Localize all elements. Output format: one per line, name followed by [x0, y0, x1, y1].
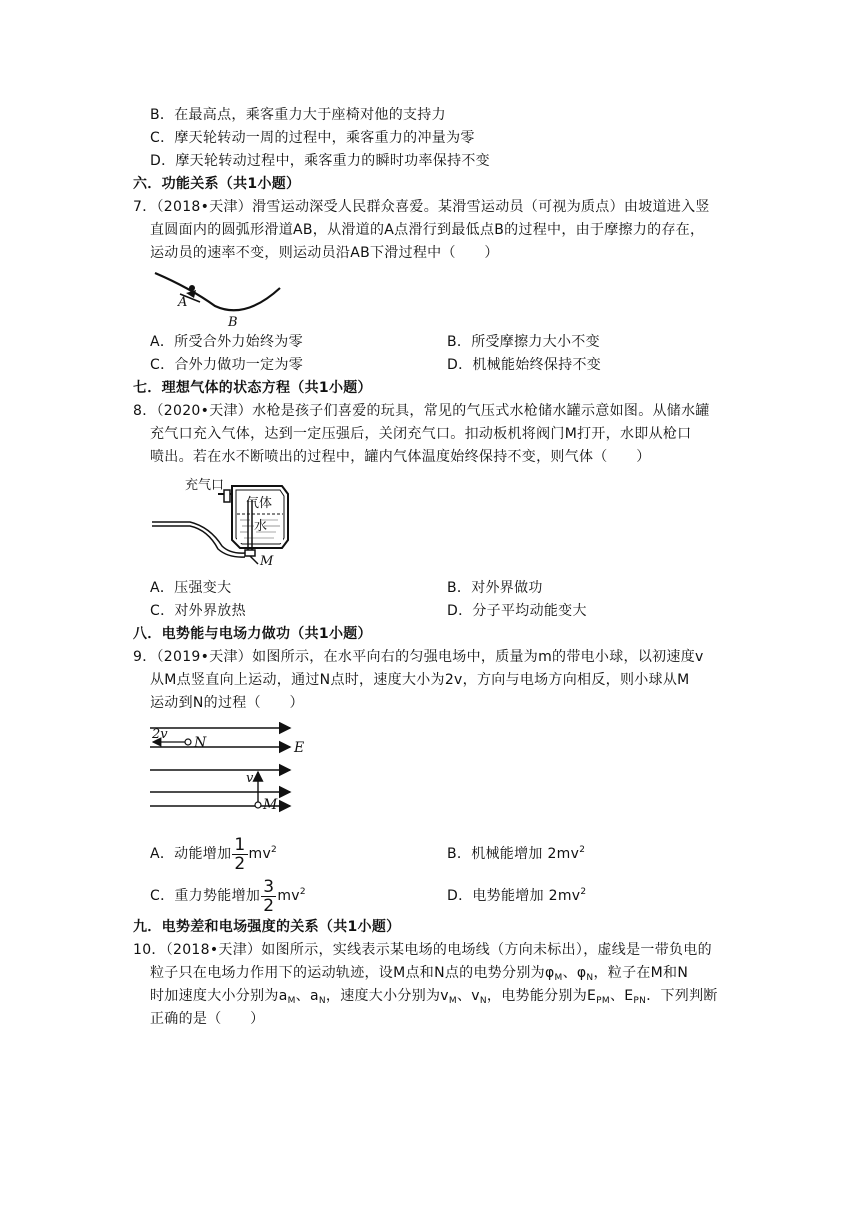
q7-stem-line-1: 7．（2018•天津）滑雪运动深受人民群众喜爱。某滑雪运动员（可视为质点）由坡道进入竖 [133, 199, 710, 215]
q8-option-c: C．对外界放热 [150, 603, 246, 619]
q8-option-b: B．对外界做功 [447, 580, 543, 596]
section-8-heading: 八．电势能与电场力做功（共1小题） [133, 626, 372, 642]
q10-stem-line-3: 时加速度大小分别为$a_M$、$a_N$，速度大小分别为$v_M$、$v_N$，电势能分别为$E_{PM}$、$E_{PN}$．下列判断 [150, 988, 718, 1006]
q8-label-water: 水 [254, 519, 268, 534]
q8-label-valve: M [260, 554, 274, 569]
section-7-heading: 七．理想气体的状态方程（共1小题） [133, 380, 372, 396]
q9-option-c: C．重力势能增加 $\frac{3}{2}$ $mv^2$ [150, 876, 306, 916]
q8-label-inlet: 充气口 [185, 478, 225, 493]
q9-option-b: B．机械能增加 $2mv^2$ [447, 845, 586, 862]
q9-electric-field-figure [150, 722, 310, 814]
q9-label-v: v [246, 771, 254, 786]
q7-option-a: A．所受合外力始终为零 [150, 334, 303, 350]
q9-label-m: M [263, 797, 278, 813]
q6-option-c: C．摩天轮转动一周的过程中，乘客重力的冲量为零 [150, 130, 475, 146]
q9-point-n [185, 739, 191, 745]
q9-stem-line-1: 9．（2019•天津）如图所示，在水平向右的匀强电场中，质量为m的带电小球，以初速度v [133, 649, 704, 665]
q9-label-n: N [194, 735, 207, 751]
section-6-heading: 六．功能关系（共1小题） [133, 176, 301, 192]
q7-option-c: C．合外力做功一定为零 [150, 357, 304, 373]
q9-stem-line-2: 从M点竖直向上运动，通过N点时，速度大小为2v，方向与电场方向相反，则小球从M [150, 672, 690, 688]
fraction-three-halves: $\frac{3}{2}$ [263, 876, 275, 916]
q10-stem-line-1: 10．（2018•天津）如图所示，实线表示某电场的电场线（方向未标出），虚线是一带负电的 [133, 942, 712, 958]
q7-label-a: A [178, 295, 188, 310]
q7-label-b: B [228, 315, 238, 330]
q9-option-a: A．动能增加 $\frac{1}{2}$ $mv^2$ [150, 834, 278, 874]
q7-ski-track-figure [150, 268, 290, 330]
q6-option-d: D．摩天轮转动过程中，乘客重力的瞬时功率保持不变 [150, 153, 490, 169]
section-9-heading: 九．电势差和电场强度的关系（共1小题） [133, 919, 401, 935]
q8-water-gun-figure [150, 472, 300, 572]
q9-label-e: E [294, 740, 305, 756]
fraction-one-half: $\frac{1}{2}$ [234, 834, 246, 874]
q7-arc-track [155, 273, 280, 310]
q7-stem-line-3: 运动员的速率不变，则运动员沿AB下滑过程中（ ） [150, 245, 499, 261]
q6-option-b: B．在最高点，乘客重力大于座椅对他的支持力 [150, 107, 446, 123]
q8-option-a: A．压强变大 [150, 580, 232, 596]
q10-stem-line-2: 粒子只在电场力作用下的运动轨迹，设M点和N点的电势分别为$\varphi_M$、$\varphi_N$，粒子在M和N [150, 965, 689, 983]
q9-stem-line-3: 运动到N的过程（ ） [150, 695, 304, 711]
q10-stem-line-4: 正确的是（ ） [150, 1011, 265, 1027]
q9-label-2v: 2v [152, 727, 168, 742]
q7-option-d: D．机械能始终保持不变 [447, 357, 602, 373]
q7-option-b: B．所受摩擦力大小不变 [447, 334, 600, 350]
q8-stem-line-3: 喷出。若在水不断喷出的过程中，罐内气体温度始终保持不变，则气体（ ） [150, 449, 651, 465]
q8-label-gas: 气体 [246, 496, 273, 511]
q8-valve [245, 550, 255, 556]
q9-option-d: D．电势能增加 $2mv^2$ [447, 887, 587, 904]
q7-stem-line-2: 直圆面内的圆弧形滑道AB，从滑道的A点滑行到最低点B的过程中，由于摩擦力的存在， [150, 222, 705, 238]
q8-option-d: D．分子平均动能变大 [447, 603, 587, 619]
q8-stem-line-2: 充气口充入气体，达到一定压强后，关闭充气口。扣动板机将阀门M打开，水即从枪口 [150, 426, 692, 442]
q9-point-m [255, 802, 261, 808]
q8-stem-line-1: 8．（2020•天津）水枪是孩子们喜爱的玩具，常见的气压式水枪储水罐示意如图。从储水罐 [133, 403, 710, 419]
